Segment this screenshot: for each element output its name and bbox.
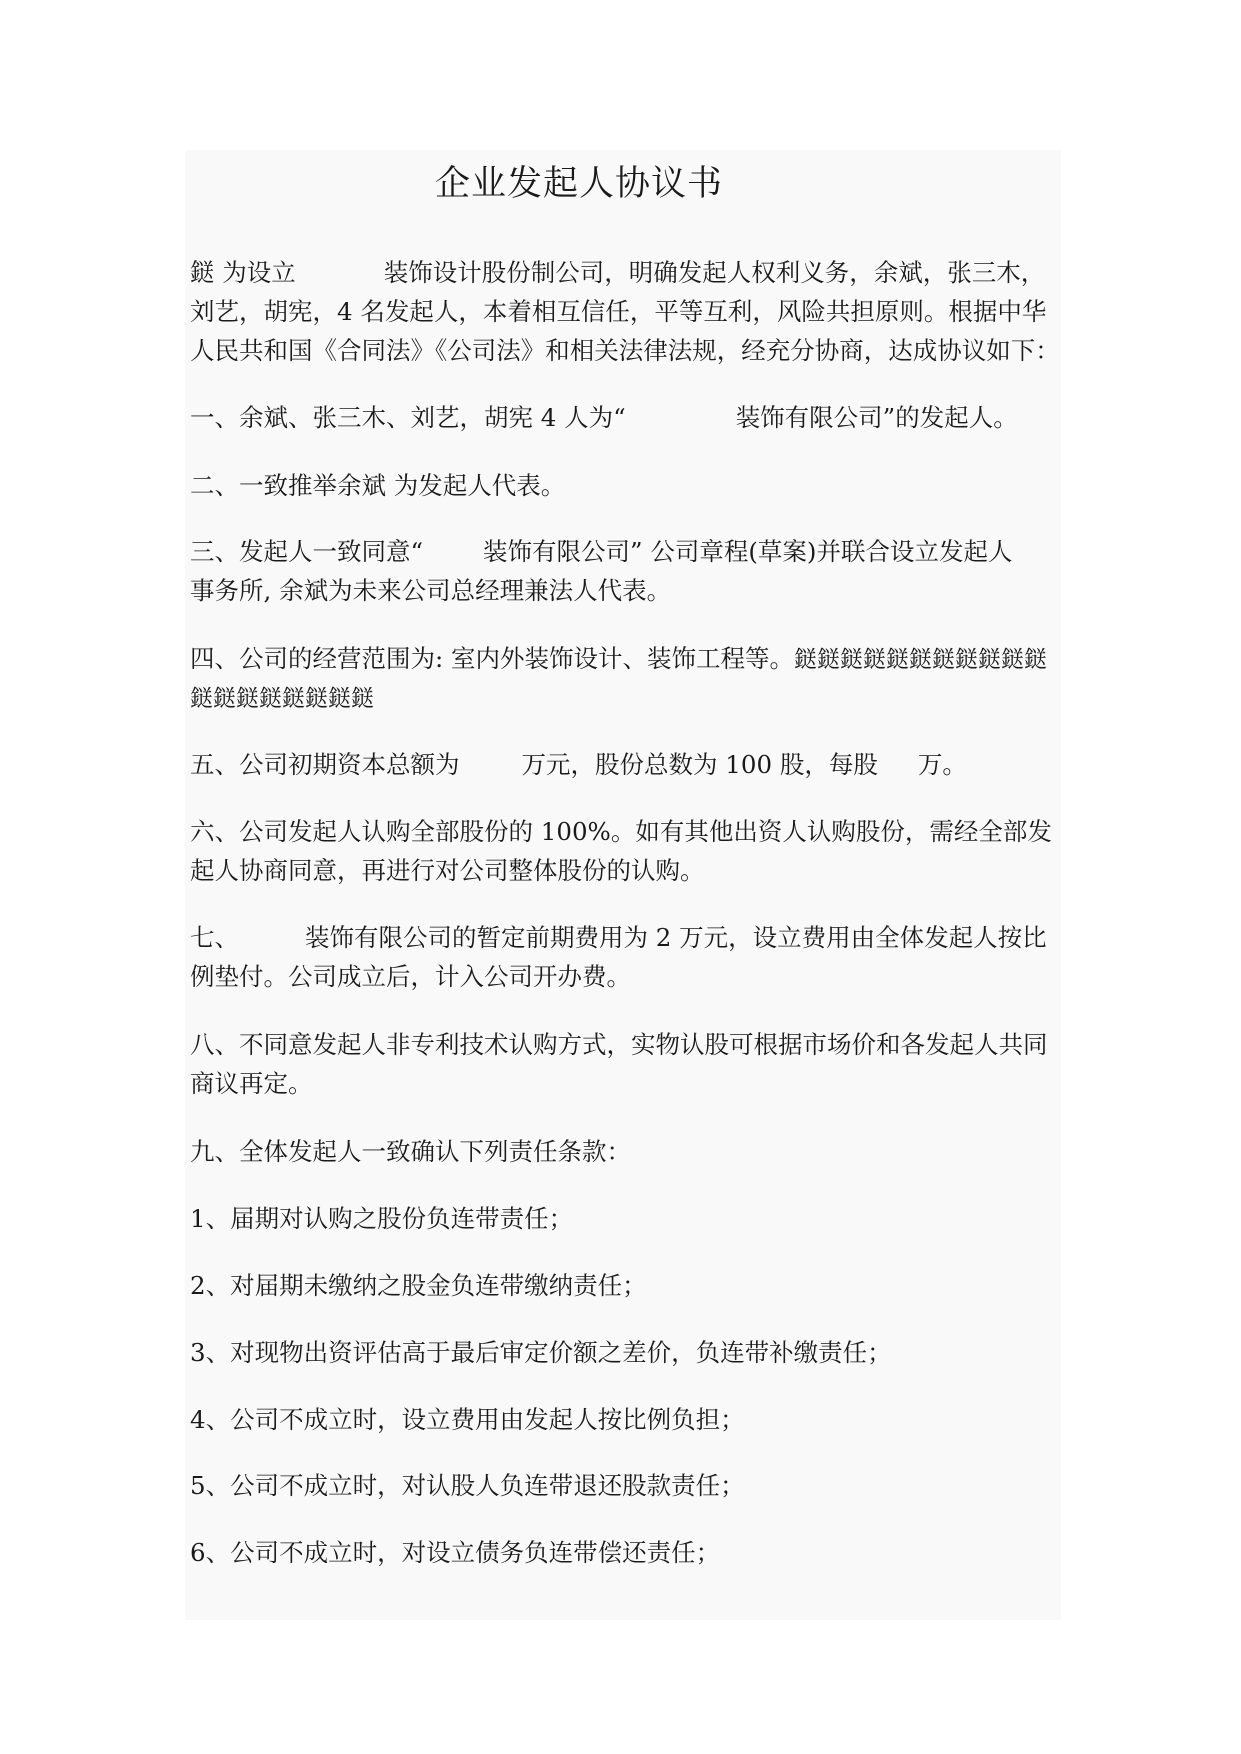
clause-6-text-a: 六、公司发起人认购全部股份的 100%。如有其他出资人认购股份，需经全部发 <box>190 817 1052 846</box>
clause-7-text-a: 七、 <box>190 923 239 952</box>
intro-line-2: 刘艺，胡宪，4 名发起人，本着相互信任，平等互利，风险共担原则。根据中华 <box>190 297 1047 326</box>
liability-item <box>190 1333 1060 1372</box>
clause-7-text-b: 装饰有限公司的暂定前期费用为 2 万元，设立费用由全体发起人按比 <box>305 923 1047 952</box>
clause-7 <box>190 918 1060 996</box>
clause-4-garbled-1: 鎹鎹鎹鎹鎹鎹鎹鎹鎹鎹鎹 <box>794 647 1048 673</box>
clause-9 <box>190 1132 1060 1171</box>
document-title: 企业发起人协议书 <box>435 164 724 204</box>
liability-item <box>190 1400 1060 1439</box>
clause-7-text-c: 例垫付。公司成立后，计入公司开办费。 <box>190 962 631 991</box>
intro-text-1a: 鎹 为设立 <box>190 258 296 287</box>
clause-4-garbled-2: 鎹鎹鎹鎹鎹鎹鎹鎹 <box>190 686 374 712</box>
clause-3 <box>190 532 1060 610</box>
clause-3-text-b: 装饰有限公司” 公司章程(草案)并联合设立发起人 <box>483 537 1013 566</box>
liability-item-4: 4、公司不成立时，设立费用由发起人按比例负担； <box>190 1405 745 1434</box>
intro-text-1b: 装饰设计股份制公司，明确发起人权利义务，余斌，张三木， <box>383 258 1046 287</box>
clause-5-text-c: 万。 <box>917 750 967 779</box>
liability-item-1: 1、届期对认购之股份负连带责任； <box>190 1204 574 1233</box>
intro-paragraph <box>190 253 1060 370</box>
clause-9-text: 九、全体发起人一致确认下列责任条款： <box>190 1137 631 1166</box>
liability-item <box>190 1266 1060 1305</box>
clause-4 <box>190 639 1060 719</box>
clause-5-text-b: 万元，股份总数为 100 股，每股 <box>521 750 878 779</box>
clause-8-text-a: 八、不同意发起人非专利技术认购方式，实物认股可根据市场价和各发起人共同 <box>190 1030 1048 1059</box>
liability-item-2: 2、对届期未缴纳之股金负连带缴纳责任； <box>190 1271 647 1300</box>
intro-line-3: 人民共和国《合同法》《公司法》和相关法律法规，经充分协商，达成协议如下： <box>190 336 1060 365</box>
clause-1-text-a: 一、余斌、张三木、刘艺，胡宪 4 人为“ <box>190 403 626 432</box>
liability-item <box>190 1466 1060 1505</box>
clause-3-text-a: 三、发起人一致同意“ <box>190 537 424 566</box>
clause-8 <box>190 1025 1060 1103</box>
clause-5 <box>190 745 1060 784</box>
clause-6-text-b: 起人协商同意，再进行对公司整体股份的认购。 <box>190 856 705 885</box>
liability-item <box>190 1199 1060 1238</box>
clause-1 <box>190 398 1060 437</box>
clause-2-text: 二、一致推举余斌 为发起人代表。 <box>190 471 566 500</box>
liability-item-5: 5、公司不成立时，对认股人负连带退还股款责任； <box>190 1471 745 1500</box>
clause-5-text-a: 五、公司初期资本总额为 <box>190 750 460 779</box>
clause-4-text-a: 四、公司的经营范围为: 室内外装饰设计、装饰工程等。 <box>190 644 795 673</box>
liability-item <box>190 1533 1060 1572</box>
clause-3-text-c: 事务所, 余斌为未来公司总经理兼法人代表。 <box>190 576 672 605</box>
liability-item-6: 6、公司不成立时，对设立债务负连带偿还责任； <box>190 1538 721 1567</box>
clause-6 <box>190 812 1060 890</box>
clause-2 <box>190 466 1060 505</box>
clause-1-text-b: 装饰有限公司”的发起人。 <box>735 403 1018 432</box>
clause-8-text-b: 商议再定。 <box>190 1069 313 1098</box>
liability-item-3: 3、对现物出资评估高于最后审定价额之差价，负连带补缴责任； <box>190 1338 892 1367</box>
intro-line-1 <box>190 253 1060 292</box>
